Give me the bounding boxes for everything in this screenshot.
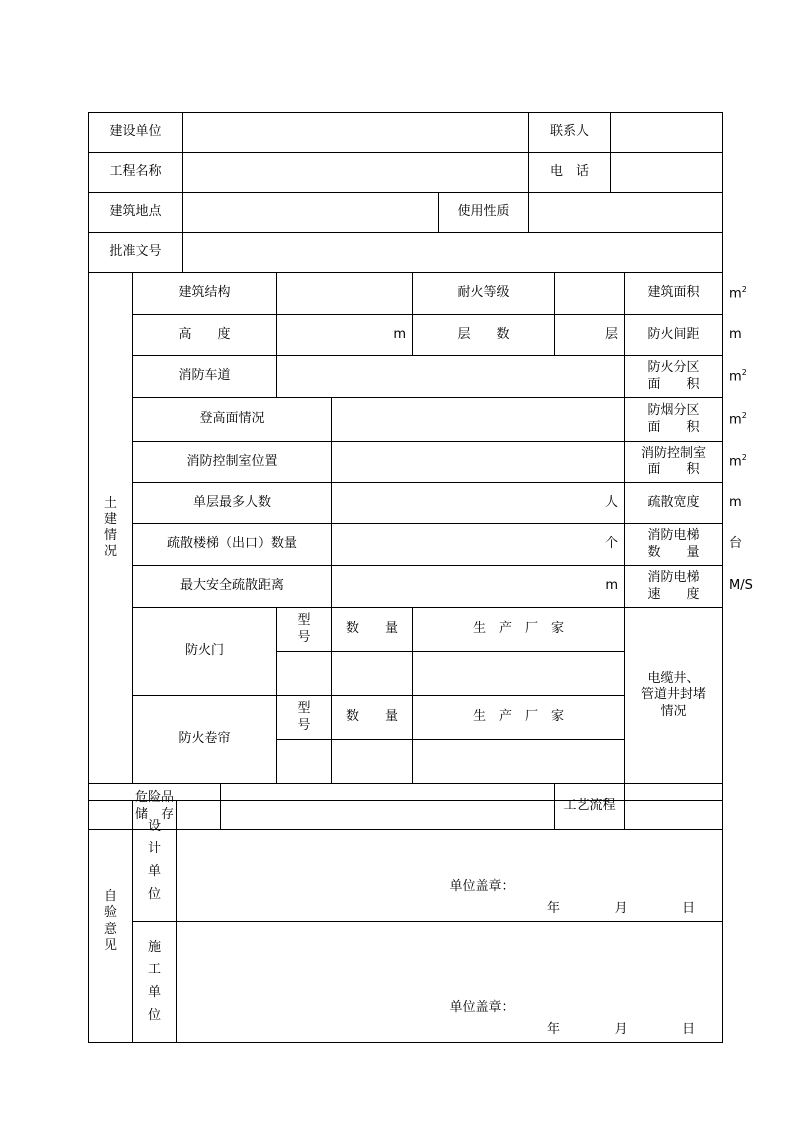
table-row: 疏散楼梯（出口）数量 个 消防电梯 数 量 台 <box>89 524 723 566</box>
label-construction-unit-self: 施 工 单 位 <box>133 922 177 1043</box>
label-max-occupants-per-floor: 单层最多人数 <box>133 483 332 524</box>
table-row: 单层最多人数 人 疏散宽度 m <box>89 483 723 524</box>
column-header-fire-shutter-model: 型 号 <box>277 696 332 740</box>
label-building-area: 建筑面积 <box>625 273 723 315</box>
value-fire-door-quantity[interactable] <box>332 652 413 696</box>
label-fire-resistance-rating: 耐火等级 <box>413 273 555 315</box>
value-building-location[interactable] <box>183 193 439 233</box>
value-usage-nature[interactable] <box>529 193 723 233</box>
value-floor-count[interactable]: 层 <box>555 315 625 356</box>
table-row: 土 建 情 况 建筑结构 耐火等级 建筑面积 $m^2$ <box>89 273 723 315</box>
table-row: 最大安全疏散距离 m 消防电梯 速 度 M/S <box>89 566 723 608</box>
value-project-name[interactable] <box>183 153 529 193</box>
label-construction-unit: 建设单位 <box>89 113 183 153</box>
side-label-char: 意 <box>103 921 117 937</box>
table-row <box>89 608 723 652</box>
seal-label-construction: 单位盖章： <box>449 999 515 1015</box>
label-approval-number: 批准文号 <box>89 233 183 273</box>
value-building-structure[interactable] <box>277 273 413 315</box>
date-line-construction: 年 月 日 <box>546 1021 716 1037</box>
label-building-structure: 建筑结构 <box>133 273 277 315</box>
value-approval-number[interactable] <box>183 233 723 273</box>
label-contact-person: 联系人 <box>529 113 611 153</box>
label-usage-nature: 使用性质 <box>439 193 529 233</box>
value-height[interactable]: m <box>277 315 413 356</box>
table-row: 高 度 m 层 数 层 防火间距 m <box>89 315 723 356</box>
table-row: 登高面情况 防烟分区 面 积 $m^2$ <box>89 398 723 442</box>
value-construction-unit[interactable] <box>183 113 529 153</box>
side-label-char: 情 <box>103 528 117 543</box>
table-row <box>89 801 723 922</box>
label-hazmat-storage: 危险品 储 存 <box>89 784 221 830</box>
value-fire-door-model[interactable] <box>277 652 332 696</box>
label-height: 高 度 <box>133 315 277 356</box>
date-line-design: 年 月 日 <box>546 900 716 916</box>
column-header-fire-door-manufacturer: 生 产 厂 家 <box>413 608 625 652</box>
label-control-room-area: 消防控制室 面 积 <box>625 442 723 483</box>
value-fire-lane[interactable] <box>277 356 625 398</box>
construction-unit-opinion-area[interactable] <box>177 922 723 1043</box>
label-building-location: 建筑地点 <box>89 193 183 233</box>
label-max-evacuation-distance: 最大安全疏散距离 <box>133 566 332 608</box>
seal-label-design: 单位盖章： <box>449 878 515 894</box>
value-contact-person[interactable] <box>611 113 723 153</box>
side-label-char: 土 <box>103 495 117 511</box>
label-fire-compartment-area: 防火分区 面 积 <box>625 356 723 398</box>
side-label-char: 见 <box>103 937 117 953</box>
label-fire-door: 防火门 <box>133 608 277 696</box>
side-label-char: 自 <box>103 889 117 904</box>
column-header-fire-door-quantity: 数 量 <box>332 608 413 652</box>
label-smoke-compartment-area: 防烟分区 面 积 <box>625 398 723 442</box>
design-unit-opinion-area[interactable] <box>177 801 723 922</box>
value-fire-shutter-quantity[interactable] <box>332 740 413 784</box>
header-table <box>88 112 723 273</box>
value-fire-door-manufacturer[interactable] <box>413 652 625 696</box>
value-max-occupants-per-floor[interactable]: 人 <box>332 483 625 524</box>
table-row <box>89 193 723 233</box>
label-fire-elevator-count: 消防电梯 数 量 <box>625 524 723 566</box>
side-label-char: 验 <box>103 905 117 921</box>
side-label-char: 建 <box>103 511 117 527</box>
label-fire-separation-distance: 防火间距 <box>625 315 723 356</box>
table-row: 消防控制室位置 消防控制室 面 积 $m^2$ <box>89 442 723 483</box>
table-row <box>89 153 723 193</box>
label-project-name: 工程名称 <box>89 153 183 193</box>
label-telephone: 电 话 <box>529 153 611 193</box>
column-header-fire-door-model: 型 号 <box>277 608 332 652</box>
label-design-unit: 设 计 单 位 <box>133 801 177 922</box>
table-row: 消防车道 防火分区 面 积 $m^2$ <box>89 356 723 398</box>
value-telephone[interactable] <box>611 153 723 193</box>
construction-unit-seal-block <box>177 922 722 1042</box>
table-row <box>89 113 723 153</box>
label-control-room-location: 消防控制室位置 <box>133 442 332 483</box>
value-evacuation-stairs-count[interactable]: 个 <box>332 524 625 566</box>
side-label-char: 况 <box>103 544 117 560</box>
value-max-evacuation-distance[interactable]: m <box>332 566 625 608</box>
table-row <box>89 233 723 273</box>
table-row <box>89 922 723 1043</box>
label-climbing-surface: 登高面情况 <box>133 398 332 442</box>
label-fire-shutter: 防火卷帘 <box>133 696 277 784</box>
label-floor-count: 层 数 <box>413 315 555 356</box>
value-climbing-surface[interactable] <box>332 398 625 442</box>
label-fire-lane: 消防车道 <box>133 356 277 398</box>
label-process-flow: 工艺流程 <box>555 784 625 830</box>
value-control-room-location[interactable] <box>332 442 625 483</box>
value-fire-shutter-manufacturer[interactable] <box>413 740 625 784</box>
column-header-fire-shutter-manufacturer: 生 产 厂 家 <box>413 696 625 740</box>
civil-construction-table <box>88 272 753 830</box>
label-fire-elevator-speed: 消防电梯 速 度 <box>625 566 723 608</box>
side-label-self-inspection-opinion <box>89 801 133 1043</box>
label-evacuation-width: 疏散宽度 <box>625 483 723 524</box>
side-label-civil-construction <box>89 273 133 784</box>
label-evacuation-stairs-count: 疏散楼梯（出口）数量 <box>133 524 332 566</box>
value-fire-shutter-model[interactable] <box>277 740 332 784</box>
label-shaft-sealing-status: 电缆井、 管道井封堵 情况 <box>625 608 723 784</box>
column-header-fire-shutter-quantity: 数 量 <box>332 696 413 740</box>
self-inspection-table <box>88 800 723 1043</box>
design-unit-seal-block <box>177 801 722 921</box>
value-fire-resistance-rating[interactable] <box>555 273 625 315</box>
